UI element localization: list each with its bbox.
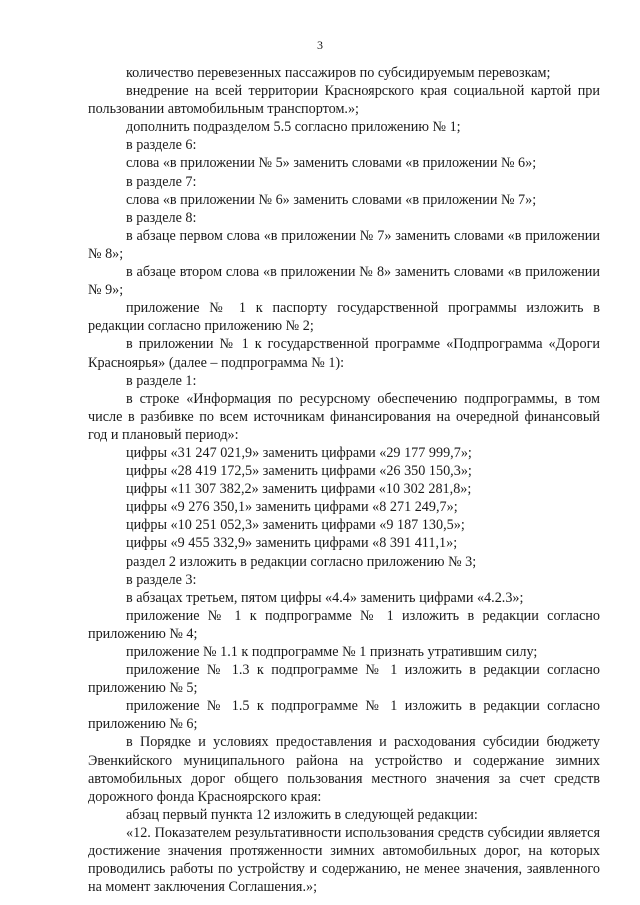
- paragraph: дополнить подразделом 5.5 согласно приложению № 1;: [126, 119, 461, 136]
- paragraph: цифры «10 251 052,3» заменить цифрами «9 187 130,5»;: [126, 517, 465, 534]
- paragraph: приложение № 1.5 к подпрограмме № 1 изложить в редакции согласно приложению № 6;: [88, 698, 600, 733]
- paragraph: цифры «9 276 350,1» заменить цифрами «8 271 249,7»;: [126, 499, 458, 516]
- paragraph: в абзаце втором слова «в приложении № 8» заменить словами «в приложении № 9»;: [88, 264, 600, 299]
- paragraph: в разделе 7:: [126, 173, 197, 190]
- paragraph: в разделе 8:: [126, 209, 197, 226]
- paragraph: приложение № 1 к паспорту государственной программы изложить в редакции согласно приложению № 2;: [88, 300, 600, 335]
- paragraph: цифры «9 455 332,9» заменить цифрами «8 391 411,1»;: [126, 535, 458, 552]
- paragraph: слова «в приложении № 6» заменить словами «в приложении № 7»;: [126, 191, 537, 208]
- paragraph: в приложении № 1 к государственной программе «Подпрограмма «Дороги Красноярья» (далее – подпрограмма № 1):: [88, 336, 600, 371]
- paragraph: цифры «28 419 172,5» заменить цифрами «26 350 150,3»;: [126, 463, 472, 480]
- paragraph: раздел 2 изложить в редакции согласно приложению № 3;: [126, 553, 477, 570]
- paragraph: «12. Показателем результативности использования средств субсидии является достижение значения протяженности зимних автомобильных дорог, на которых проводились работы по устройству и содержанию, не менее значения, заявленного на момент заключения Соглашения.»;: [88, 824, 600, 896]
- paragraph: внедрение на всей территории Красноярского края социальной картой при пользовании автомобильным транспортом.»;: [88, 83, 600, 118]
- paragraph: приложение № 1.1 к подпрограмме № 1 признать утратившим силу;: [126, 644, 538, 660]
- paragraph: абзац первый пункта 12 изложить в следующей редакции:: [126, 806, 478, 823]
- paragraph: приложение № 1.3 к подпрограмме № 1 изложить в редакции согласно приложению № 5;: [88, 662, 600, 697]
- document-body: [88, 64, 600, 896]
- paragraph: в абзацах третьем, пятом цифры «4.4» заменить цифрами «4.2.3»;: [126, 589, 524, 606]
- paragraph: в разделе 6:: [126, 137, 197, 154]
- paragraph: в строке «Информация по ресурсному обеспечению подпрограммы, в том числе в разбивке по всем источникам финансирования на очередной финансовый год и плановый период»:: [88, 390, 600, 443]
- paragraph: цифры «31 247 021,9» заменить цифрами «29 177 999,7»;: [126, 444, 472, 461]
- paragraph: цифры «11 307 382,2» заменить цифрами «10 302 281,8»;: [126, 481, 472, 498]
- paragraph: приложение № 1 к подпрограмме № 1 изложить в редакции согласно приложению № 4;: [88, 607, 600, 642]
- paragraph: в разделе 1:: [126, 372, 197, 389]
- paragraph: в разделе 3:: [126, 571, 197, 588]
- paragraph: слова «в приложении № 5» заменить словами «в приложении № 6»;: [126, 155, 537, 172]
- page-number: 3: [317, 38, 323, 52]
- paragraph: в Порядке и условиях предоставления и расходования субсидии бюджету Эвенкийского муниципального района на устройство и содержание зимних автомобильных дорог общего пользования местного значения за счет средств дорожного фонда Красноярского края:: [88, 734, 600, 805]
- paragraph: количество перевезенных пассажиров по субсидируемым перевозкам;: [126, 65, 551, 81]
- paragraph: в абзаце первом слова «в приложении № 7» заменить словами «в приложении № 8»;: [88, 227, 600, 262]
